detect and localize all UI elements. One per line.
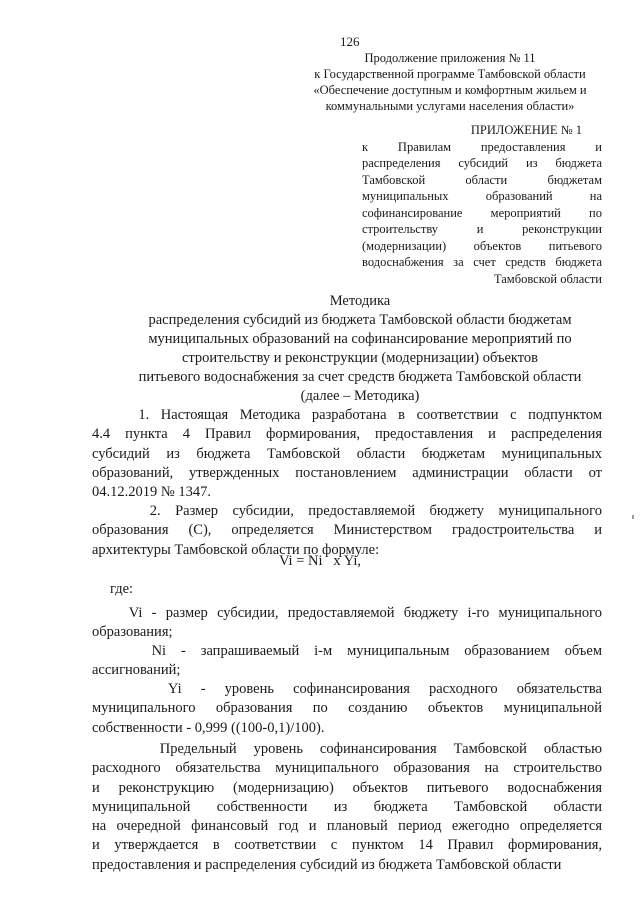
where-label: где:	[110, 581, 134, 597]
method-title-line: строительству и реконструкции (модернизации) объектов	[181, 350, 539, 366]
continuation-line-4: коммунальными услугами населения области»	[325, 99, 575, 113]
appendix-line: к Правилам предоставления и	[362, 139, 602, 154]
page-number: 126	[340, 34, 360, 49]
method-title-line: Методика	[329, 293, 391, 309]
paragraph-1	[92, 406, 602, 502]
formula: Vi = Ni x Yi,	[278, 553, 362, 569]
paragraph-limit	[92, 740, 602, 875]
paragraph-line: Предельный уровень софинансирования Тамбовской областью	[92, 741, 602, 757]
method-title-line: (далее – Методика)	[300, 388, 420, 404]
paragraph-line: муниципальной собственности из бюджета Тамбовской области	[92, 798, 602, 815]
appendix-line: строительству и реконструкции	[362, 222, 602, 236]
paragraph-last-line: ассигнований;	[92, 662, 181, 679]
paragraph-line: Ni - запрашиваемый i-м муниципальным образованием объем	[92, 643, 602, 659]
appendix-line: муниципальных образований на	[362, 189, 602, 203]
paragraph-last-line: предоставления и распределения субсидий из бюджета Тамбовской области	[92, 856, 562, 873]
paragraph-line: 4.4 пункта 4 Правил формирования, предоставления и распределения	[92, 426, 602, 443]
paragraph-line: на очередной финансовый год и плановый период ежегодно определяется	[92, 818, 602, 835]
method-title-line: питьевого водоснабжения за счет средств бюджета Тамбовской области	[138, 369, 582, 385]
definition-yi	[92, 680, 602, 738]
appendix-block	[362, 122, 602, 287]
paragraph-last-line: архитектуры Тамбовской области по формуле:	[92, 541, 380, 558]
paragraph-2	[92, 502, 602, 560]
paragraph-line: 1. Настоящая Методика разработана в соответствии с подпунктом	[92, 407, 602, 423]
method-title-line: муниципальных образований на софинансирование мероприятий по	[148, 331, 572, 347]
continuation-line-3: «Обеспечение доступным и комфортным жильем и	[313, 83, 587, 97]
paragraph-line: образования (С), определяется Министерством градостроительства и	[92, 522, 602, 539]
paragraph-last-line: собственности - 0,999 ((100-0,1)/100).	[92, 719, 325, 736]
paragraph-line: Yi - уровень софинансирования расходного обязательства	[92, 681, 602, 697]
scan-speck	[632, 515, 634, 519]
appendix-line: софинансирование мероприятий по	[362, 205, 602, 220]
paragraph-last-line: 04.12.2019 № 1347.	[92, 484, 211, 501]
appendix-line: водоснабжения за счет средств бюджета	[362, 255, 602, 269]
paragraph-line: и утверждается в соответствии с пунктом 14 Правил формирования,	[92, 837, 602, 854]
paragraph-line: образований, утвержденных постановлением администрации области от	[92, 464, 602, 481]
continuation-line-1: Продолжение приложения № 11	[364, 51, 536, 65]
method-title-line: распределения субсидий из бюджета Тамбовской области бюджетам	[148, 312, 572, 328]
paragraph-last-line: образования;	[92, 624, 173, 641]
definition-vi	[92, 604, 602, 643]
method-title	[100, 292, 620, 406]
appendix-line: распределения субсидий из бюджета	[362, 156, 602, 170]
definition-ni	[92, 642, 602, 681]
appendix-last-line: Тамбовской области	[493, 271, 602, 286]
appendix-title: ПРИЛОЖЕНИЕ № 1	[470, 123, 582, 137]
appendix-line: (модернизации) объектов питьевого	[362, 238, 602, 253]
appendix-line: Тамбовской области бюджетам	[362, 172, 602, 187]
paragraph-line: расходного обязательства муниципального образования на строительство	[92, 760, 602, 777]
paragraph-line: Vi - размер субсидии, предоставляемой бюджету i-го муниципального	[92, 605, 602, 621]
paragraph-line: 2. Размер субсидии, предоставляемой бюджету муниципального	[92, 503, 602, 519]
paragraph-line: муниципального образования по созданию объектов муниципальной	[92, 700, 602, 717]
continuation-line-2: к Государственной программе Тамбовской области	[314, 67, 586, 81]
paragraph-line: и реконструкцию (модернизацию) объектов питьевого водоснабжения	[92, 779, 602, 796]
paragraph-line: субсидий из бюджета Тамбовской области бюджетам муниципальных	[92, 445, 602, 462]
